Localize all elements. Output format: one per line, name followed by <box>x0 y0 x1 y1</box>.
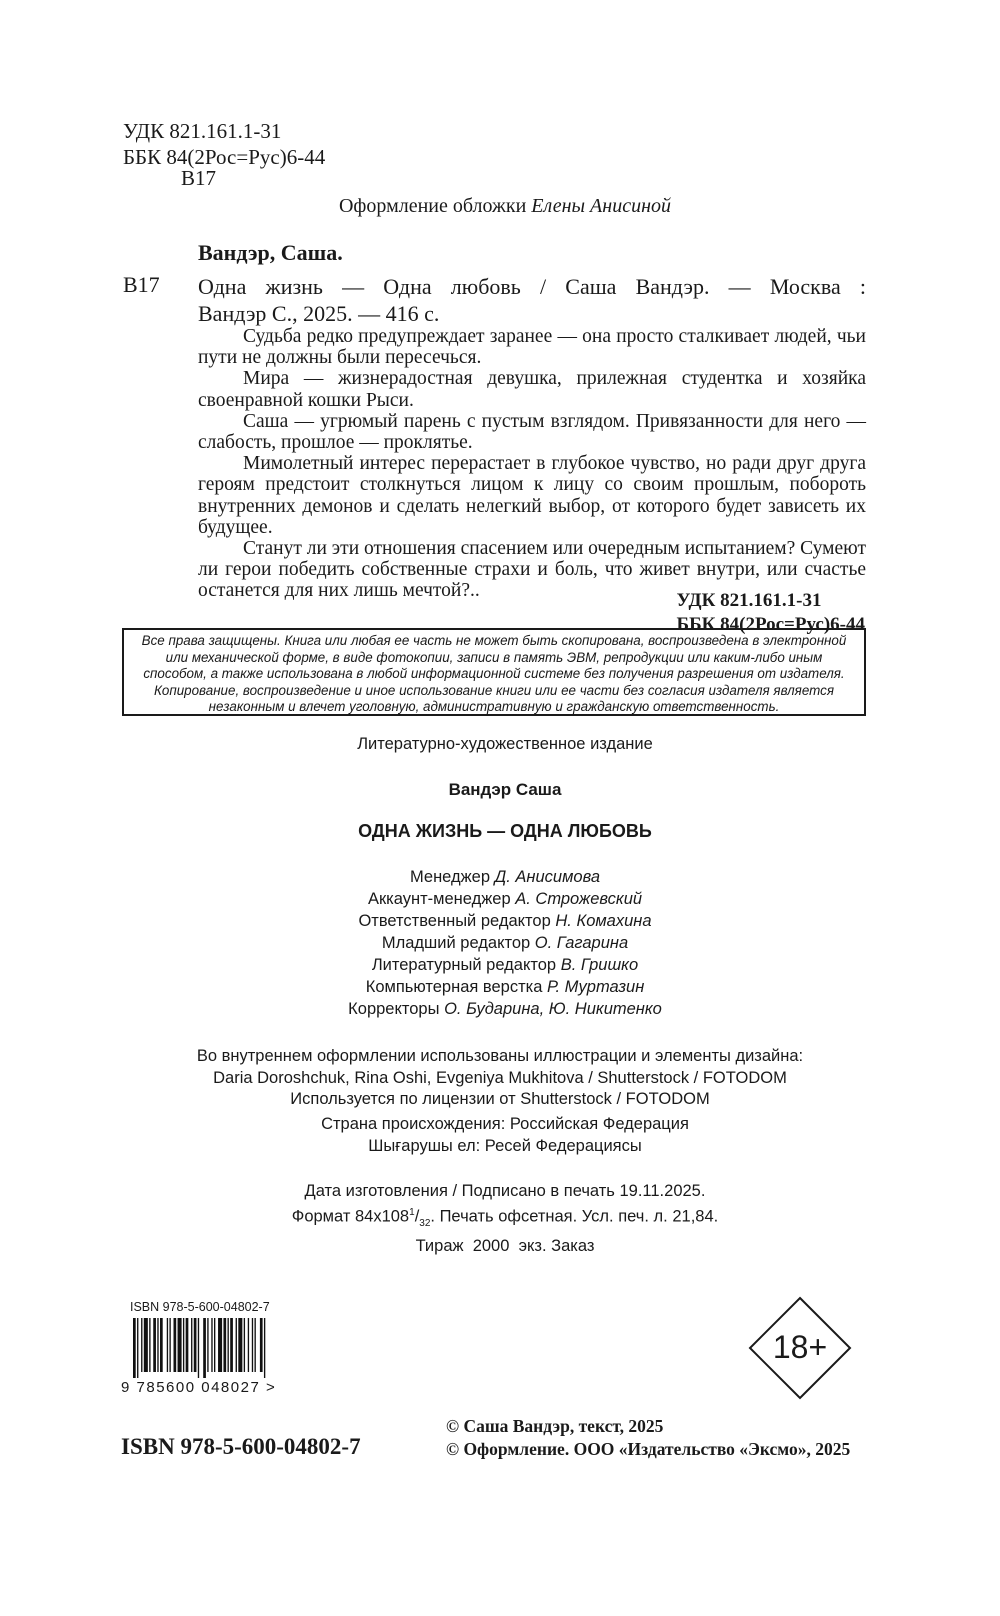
staff-role: Менеджер <box>409 868 491 886</box>
barcode <box>133 1318 311 1378</box>
bibliographic-line-2: Вандэр С., 2025. — 416 с. <box>198 301 440 326</box>
staff-item <box>10 976 1000 998</box>
staff-item <box>10 866 1000 888</box>
illustrations-line: Daria Doroshchuk, Rina Oshi, Evgeniya Mukhitova / Shutterstock / FOTODOM <box>213 1068 787 1087</box>
barcode-bar <box>169 1318 170 1372</box>
country-of-origin <box>0 1114 1000 1157</box>
barcode-bar <box>248 1318 249 1372</box>
staff-name: Н. Комахина <box>555 912 652 930</box>
barcode-bar <box>238 1318 242 1372</box>
barcode-bar <box>244 1318 245 1372</box>
bbk-code: ББК 84(2Рос=Рус)6-44 <box>123 145 326 169</box>
barcode-bar <box>141 1318 142 1372</box>
udk-code-bottom: УДК 821.161.1-31 <box>676 590 822 611</box>
barcode-bar <box>211 1318 212 1372</box>
staff-item <box>10 998 1000 1020</box>
staff-item <box>10 888 1000 910</box>
barcode-bar <box>178 1318 182 1372</box>
book-title: ОДНА ЖИЗНЬ — ОДНА ЛЮБОВЬ <box>358 821 652 841</box>
author-name: Вандэр Саша <box>448 780 562 799</box>
annotation <box>198 326 866 602</box>
barcode-bar <box>236 1318 237 1372</box>
barcode-bar <box>160 1318 163 1372</box>
format-prefix: Формат 84x108 <box>291 1207 410 1226</box>
print-run: Тираж 2000 экз. Заказ <box>415 1236 595 1255</box>
author-sign-top: В17 <box>181 166 217 190</box>
staff-name: А. Строжевский <box>515 890 643 908</box>
format-suffix: . Печать офсетная. Усл. печ. л. 21,84. <box>430 1207 719 1226</box>
barcode-bar <box>144 1318 148 1372</box>
annotation-paragraph: Мира — жизнерадостная девушка, прилежная студентка и хозяйка своенравной кошки Рыси. <box>198 368 866 411</box>
barcode-bar <box>252 1318 253 1372</box>
isbn-number: ISBN 978-5-600-04802-7 <box>121 1434 361 1459</box>
barcode-isbn-caption: ISBN 978-5-600-04802-7 <box>130 1300 270 1314</box>
staff-name: В. Гришко <box>560 956 639 974</box>
copyright-text: © Саша Вандэр, текст, 2025 <box>446 1416 664 1436</box>
staff-name: Д. Анисимова <box>494 868 601 886</box>
staff-role: Аккаунт-менеджер <box>367 890 511 908</box>
annotation-paragraph: Мимолетный интерес перерастает в глубокое чувство, но ради друг друга героям предстоит столкнуться лицом к лицу со своим прошлым, побороть внутренних демонов и сделать нелегкий выбор, от которого будет зависеть их будущее. <box>198 453 866 538</box>
barcode-bar <box>174 1318 177 1372</box>
barcode-bar <box>167 1318 168 1372</box>
staff-name: Р. Муртазин <box>547 978 645 996</box>
barcode-bar <box>214 1318 215 1372</box>
barcode-bar <box>191 1318 192 1372</box>
staff-item <box>10 910 1000 932</box>
print-format: Формат $84x108^1/_{32}$. Печать офсетная. Усл. печ. л. 21,84. <box>291 1207 719 1229</box>
barcode-bar <box>194 1318 197 1372</box>
bbk-code-bottom: ББК 84(2Рос=Рус)6-44 <box>676 614 865 635</box>
staff-role: Корректоры <box>348 1000 440 1018</box>
staff-item <box>10 954 1000 976</box>
barcode-bar <box>183 1318 184 1372</box>
udk-bbk-top <box>123 118 325 170</box>
copyright-design: © Оформление. ООО «Издательство «Эксмо», 2025 <box>446 1439 851 1459</box>
staff-list <box>0 866 1000 1020</box>
barcode-bar <box>230 1318 233 1372</box>
barcode-digits: 9 785600 048027 > <box>121 1379 277 1396</box>
barcode-bar <box>218 1318 222 1372</box>
staff-item <box>10 932 1000 954</box>
barcode-bar <box>264 1318 265 1378</box>
staff-name: О. Гагарина <box>534 934 629 952</box>
barcode-bar <box>255 1318 256 1372</box>
production-date: Дата изготовления / Подписано в печать 19.11.2025. <box>304 1182 706 1200</box>
barcode-bar <box>203 1318 206 1378</box>
print-info <box>0 1180 1000 1257</box>
author-heading: Вандэр, Саша. <box>198 240 343 265</box>
barcode-bar <box>133 1318 136 1378</box>
origin-line: Шығарушы ел: Ресей Федерациясы <box>368 1136 642 1155</box>
cover-design-credit <box>0 195 1000 218</box>
udk-code: УДК 821.161.1-31 <box>123 119 282 143</box>
barcode-bar <box>207 1318 208 1372</box>
staff-role: Литературный редактор <box>371 956 557 974</box>
staff-name: О. Бударина, Ю. Никитенко <box>444 1000 662 1018</box>
format-denominator: 32 <box>419 1217 431 1229</box>
staff-role: Компьютерная верстка <box>365 978 543 996</box>
author-sign: В17 <box>123 272 160 297</box>
rights-notice-box: Все права защищены. Книга или любая ее часть не может быть скопирована, воспроизведена в электронной или механической форме, в виде фотокопии, записи в память ЭВМ, репродукции или каким-либо иным способом, а также использована в любой информационной системе без получения разрешения от издателя. Копирование, воспроизведение и иное использование книги или ее части без согласия издателя является незаконным и влечет уголовную, административную и гражданскую ответственность. <box>122 628 866 716</box>
origin-line: Страна происхождения: Российская Федерация <box>321 1115 689 1133</box>
copyright-block <box>446 1415 850 1461</box>
illustrations-line: Во внутреннем оформлении использованы иллюстрации и элементы дизайна: <box>196 1047 804 1065</box>
barcode-bar <box>157 1318 158 1372</box>
staff-role: Младший редактор <box>381 934 531 952</box>
barcode-bar <box>198 1318 199 1378</box>
annotation-paragraph: Судьба редко предупреждает заранее — она просто сталкивает людей, чьи пути не должны были пересечься. <box>198 326 866 369</box>
barcode-bar <box>223 1318 226 1372</box>
cover-designer-name: Елены Анисиной <box>531 195 671 217</box>
age-rating: 18+ <box>772 1329 828 1365</box>
illustrations-credit <box>0 1046 1000 1111</box>
barcode-bar <box>153 1318 156 1372</box>
barcode-bar <box>137 1318 138 1378</box>
edition-type: Литературно-художественное издание <box>357 735 653 753</box>
annotation-paragraph: Станут ли эти отношения спасением или очередным испытанием? Сумеют ли герои победить собственные страхи и боль, что живет внутри, или счастье останется для них лишь мечтой?.. <box>198 538 866 602</box>
illustrations-line: Используется по лицензии от Shutterstock / FOTODOM <box>290 1090 710 1108</box>
staff-role: Ответственный редактор <box>358 912 551 930</box>
cover-design-prefix: Оформление обложки <box>338 195 527 217</box>
barcode-bar <box>228 1318 229 1372</box>
barcode-bar <box>186 1318 189 1372</box>
bibliographic-line-1: Одна жизнь — Одна любовь / Саша Вандэр. — Москва : <box>198 274 866 299</box>
annotation-paragraph: Саша — угрюмый парень с пустым взглядом. Привязанности для него — слабость, прошлое — проклятье. <box>198 410 866 454</box>
format-numerator: 1 <box>409 1207 415 1218</box>
barcode-bar <box>260 1318 263 1372</box>
barcode-bar <box>149 1318 150 1372</box>
